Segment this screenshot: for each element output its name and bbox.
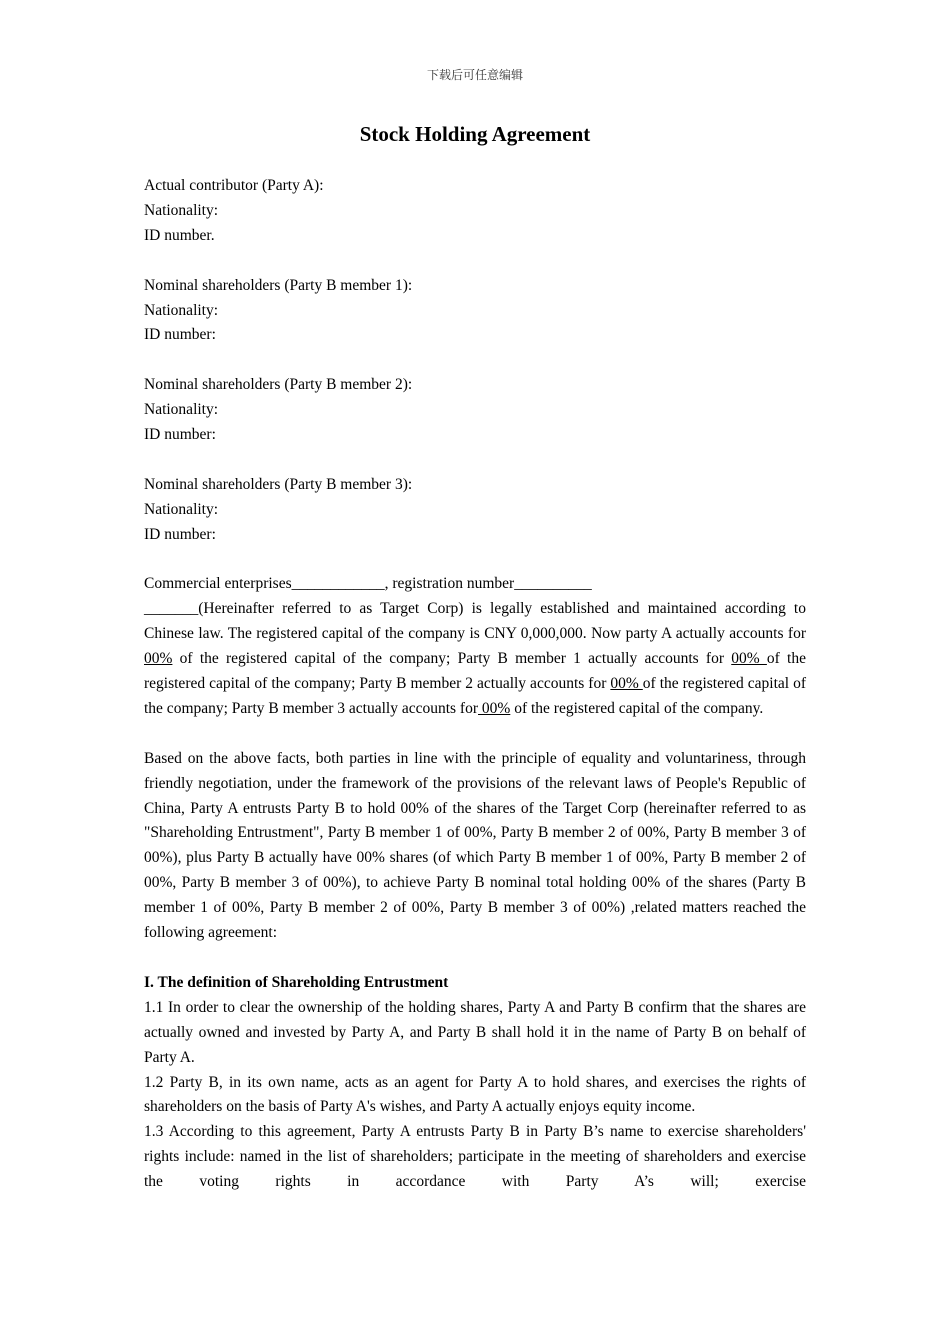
registration-number-blank: __________ <box>514 575 592 593</box>
clause-1-2: 1.2 Party B, in its own name, acts as an agent for Party A to hold shares, and exercises the rights of shareholders on the basis of Party A's wishes, and Party A actually enjoys equity income. <box>144 1073 806 1116</box>
facts-text: , registration number <box>384 575 515 593</box>
header-note: 下载后可任意编辑 <box>426 68 523 82</box>
facts-first-line <box>144 572 806 597</box>
party-b1-nationality: Nationality: <box>144 301 219 319</box>
party-a-nationality: Nationality: <box>144 201 219 219</box>
party-b2-nationality: Nationality: <box>144 401 219 419</box>
party-b1-heading: Nominal shareholders (Party B member 1): <box>144 276 413 294</box>
party-b3-id: ID number: <box>144 525 216 543</box>
party-a-id: ID number. <box>144 226 215 244</box>
party-b3-nationality: Nationality: <box>144 500 219 518</box>
registration-number-blank-cont: _______ <box>144 600 199 618</box>
facts-text: (Hereinafter referred to as Target Corp) is legally established and maintained according to Chinese law. The registered capital of the company is CNY 0,000,000. Now party A actually accounts for <box>144 600 806 643</box>
party-b1-id: ID number: <box>144 326 216 344</box>
facts-text: of the registered capital of the company; Party B member 3 actually accounts for <box>144 675 806 717</box>
basis-paragraph: Based on the above facts, both parties in line with the principle of equality and voluntariness, through friendly negotiation, under the framework of the provisions of the relevant laws of People's Republic of China, Party A entrusts Party B to hold 00% of the shares of the Target Corp (hereinafter referred to as "Shareholding Entrustment", Party B member 1 of 00%, Party B member 2 of 00%, Party B member 3 of 00%), plus Party B actually have 00% shares (of which Party B member 1 of 00%, Party B member 2 of 00%, Party B member 3 of 00%), to achieve Party B nominal total holding 00% of the shares (Party B member 1 of 00%, Party B member 2 of 00%, Party B member 3 of 00%) ,related matters reached the following agreement: <box>144 749 806 942</box>
party-b2-id: ID number: <box>144 426 216 444</box>
enterprise-name-blank: ____________ <box>291 575 385 593</box>
facts-text: of the registered capital of the company; Party B member 1 actually accounts for <box>172 650 732 668</box>
facts-paragraph <box>144 597 806 722</box>
facts-text: Commercial enterprises <box>144 575 292 593</box>
clause-1-3: 1.3 According to this agreement, Party A entrusts Party B in Party B’s name to exercise shareholders' rights include: named in the list of shareholders; participate in the meeting of shareholders and exercise the voting rights in accordance with Party A’s will; exercise <box>144 1123 806 1191</box>
section-1-heading: I. The definition of Shareholding Entrustment <box>144 973 449 991</box>
party-b2-heading: Nominal shareholders (Party B member 2): <box>144 376 413 394</box>
party-b3-percent: 00% <box>478 699 511 717</box>
party-b2-percent: 00% <box>610 675 643 693</box>
document-body <box>144 174 806 1195</box>
party-b3-heading: Nominal shareholders (Party B member 3): <box>144 475 413 493</box>
facts-text: of the registered capital of the company. <box>510 699 764 717</box>
party-b1-percent: 00% <box>731 650 767 668</box>
party-a-heading: Actual contributor (Party A): <box>144 177 324 194</box>
facts-text: of the registered capital of the company; Party B member 2 actually accounts for <box>144 650 806 693</box>
party-a-percent: 00% <box>144 650 173 668</box>
document-title: Stock Holding Agreement <box>359 122 591 146</box>
clause-1-1: 1.1 In order to clear the ownership of the holding shares, Party A and Party B confirm that the shares are actually owned and invested by Party A, and Party B shall hold it in the name of Party B on behalf of Party A. <box>144 998 806 1066</box>
